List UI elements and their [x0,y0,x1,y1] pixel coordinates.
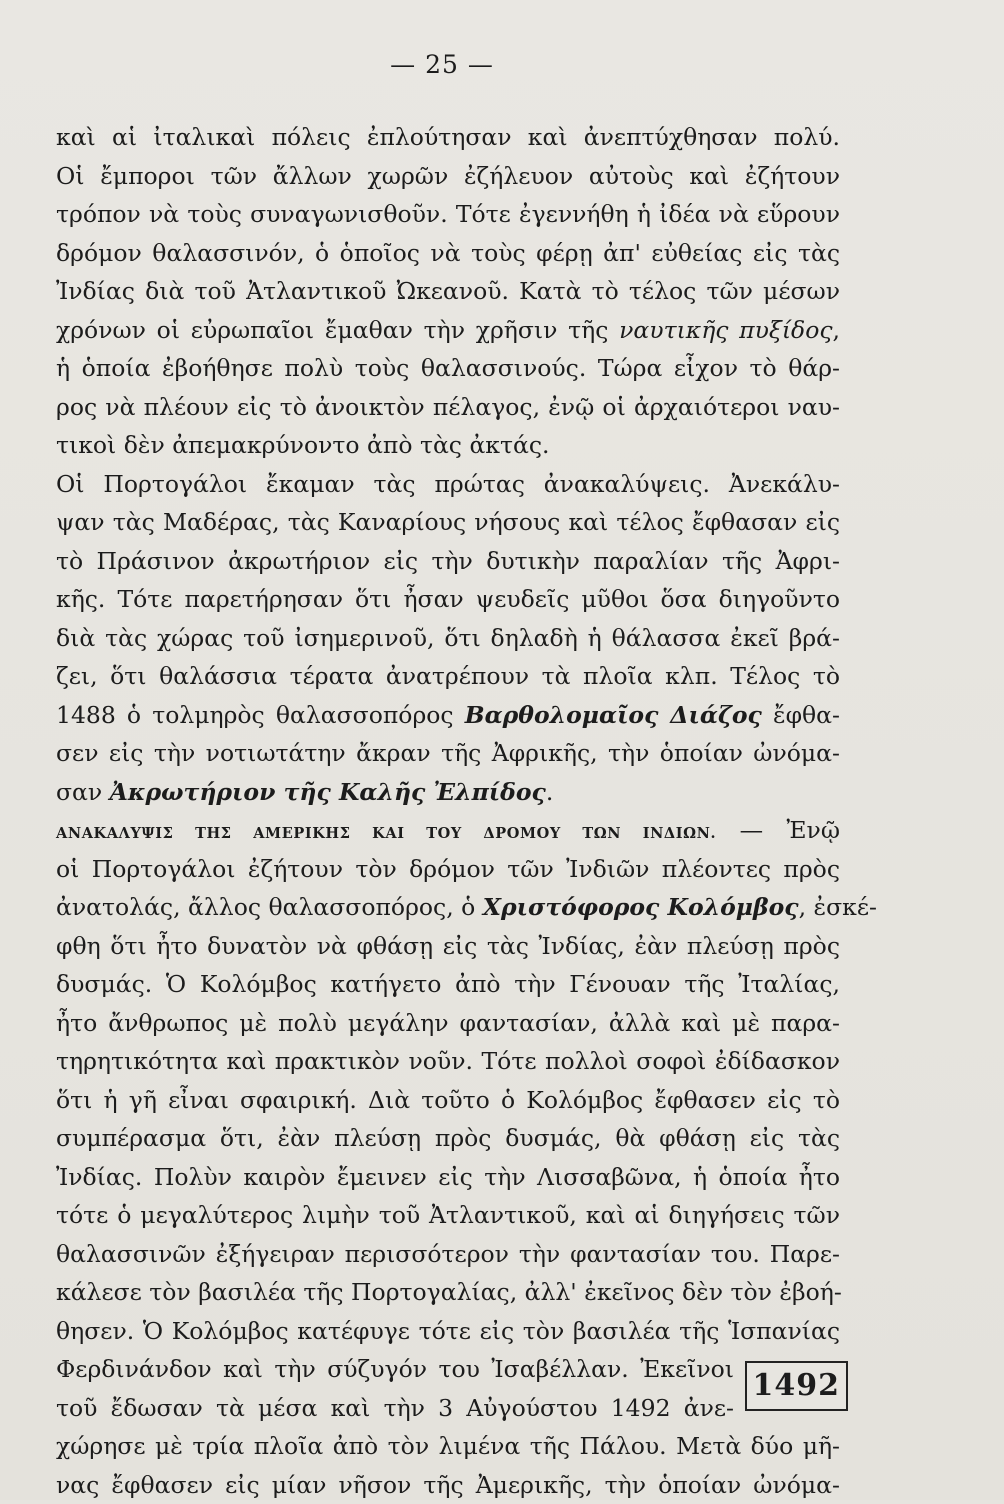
text-run: , ἐσκέ- [799,893,877,921]
text-line: καὶ αἱ ἰταλικαὶ πόλεις ἐπλούτησαν καὶ ἀνεπτύχθησαν πολύ. [56,118,840,157]
text-line: ζει, ὅτι θαλάσσια τέρατα ἀνατρέπουν τὰ πλοῖα κλπ. Τέλος τὸ [56,657,840,696]
emphasized-term: ναυτικῆς πυξίδος [619,316,832,344]
text-line: θησεν. Ὁ Κολόμβος κατέφυγε τότε εἰς τὸν βασιλέα τῆς Ἱσπανίας [56,1312,840,1351]
text-run: , [833,316,840,344]
emphasized-name: Χριστόφορος Κολόμβος [483,893,799,921]
text-run: χρόνων οἱ εὐρωπαῖοι ἔμαθαν τὴν χρῆσιν τῆς [56,316,619,344]
text-line: φθη ὅτι ἦτο δυνατὸν νὰ φθάσῃ εἰς τὰς Ἰνδίας, ἐὰν πλεύσῃ πρὸς [56,927,840,966]
text-line: συμπέρασμα ὅτι, ἐὰν πλεύσῃ πρὸς δυσμάς, θὰ φθάσῃ εἰς τὰς [56,1119,840,1158]
text-line: ρος νὰ πλέουν εἰς τὸ ἀνοικτὸν πέλαγος, ἐνῷ οἱ ἀρχαιότεροι ναυ- [56,388,840,427]
text-line: χώρησε μὲ τρία πλοῖα ἀπὸ τὸν λιμένα τῆς Πάλου. Μετὰ δύο μῆ- [56,1427,840,1466]
text-line [56,773,840,812]
text-line: τότε ὁ μεγαλύτερος λιμὴν τοῦ Ἀτλαντικοῦ, καὶ αἱ διηγήσεις τῶν [56,1196,840,1235]
text-line: ὅτι ἡ γῆ εἶναι σφαιρική. Διὰ τοῦτο ὁ Κολόμβος ἔφθασεν εἰς τὸ [56,1081,840,1120]
emphasized-name: Ἀκρωτήριον τῆς Καλῆς Ἐλπίδος [110,778,546,806]
text-line: τοῦ ἔδωσαν τὰ μέσα καὶ τὴν 3 Αὐγούστου 1492 ἀνε- [56,1389,734,1428]
text-line: διὰ τὰς χώρας τοῦ ἰσημερινοῦ, ὅτι δηλαδὴ ἡ θάλασσα ἐκεῖ βρά- [56,619,840,658]
text-line: κῆς. Τότε παρετήρησαν ὅτι ἦσαν ψευδεῖς μῦθοι ὅσα διηγοῦντο [56,580,840,619]
section-heading: ΑΝΑΚΑΛΥΨΙΣ ΤΗΣ ΑΜΕΡΙΚΗΣ ΚΑΙ ΤΟΥ ΔΡΟΜΟΥ ΤΩΝ ΙΝΔΙΩΝ. [56,825,716,842]
text-line: ἦτο ἄνθρωπος μὲ πολὺ μεγάλην φαντασίαν, ἀλλὰ καὶ μὲ παρα- [56,1004,840,1043]
text-line: θαλασσινῶν ἐξήγειραν περισσότερον τὴν φαντασίαν του. Παρε- [56,1235,840,1274]
text-line: τικοὶ δὲν ἀπεμακρύνοντο ἀπὸ τὰς ἀκτάς. [56,426,840,465]
text-line: τηρητικότητα καὶ πρακτικὸν νοῦν. Τότε πολλοὶ σοφοὶ ἐδίδασκον [56,1042,840,1081]
text-run: — Ἐνῷ [740,816,840,844]
text-line: Οἱ ἔμποροι τῶν ἄλλων χωρῶν ἐζήλευον αὐτοὺς καὶ ἐζήτουν [56,157,840,196]
text-run: ἀνατολάς, ἄλλος θαλασσοπόρος, ὁ [56,893,483,921]
text-line [56,888,840,927]
text-line: Φερδινάνδον καὶ τὴν σύζυγόν του Ἰσαβέλλαν. Ἐκεῖνοι [56,1350,734,1389]
body-text [56,118,840,1504]
text-line [56,311,840,350]
text-line: κάλεσε τὸν βασιλέα τῆς Πορτογαλίας, ἀλλ' ἐκεῖνος δὲν τὸν ἐβοή- [56,1273,840,1312]
text-line: Ἰνδίας. Πολὺν καιρὸν ἔμεινεν εἰς τὴν Λισσαβῶνα, ἡ ὁποία ἦτο [56,1158,840,1197]
text-run: σαν [56,778,110,806]
text-line: δυσμάς. Ὁ Κολόμβος κατήγετο ἀπὸ τὴν Γένουαν τῆς Ἰταλίας, [56,965,840,1004]
text-line: Οἱ Πορτογάλοι ἔκαμαν τὰς πρώτας ἀνακαλύψεις. Ἀνεκάλυ- [56,465,840,504]
emphasized-name: Βαρθολομαῖος Διάζος [465,701,762,729]
margin-year-box: 1492 [745,1361,849,1411]
text-line [56,696,840,735]
page-number: — 25 — [0,50,884,79]
text-line: νας ἔφθασεν εἰς μίαν νῆσον τῆς Ἀμερικῆς, τὴν ὁποίαν ὠνόμα- [56,1466,840,1504]
section-heading-line [56,811,840,850]
text-run: ἔφθα- [762,701,840,729]
text-line: σεν εἰς τὴν νοτιωτάτην ἄκραν τῆς Ἀφρικῆς, τὴν ὁποίαν ὠνόμα- [56,734,840,773]
text-line: τὸ Πράσινον ἀκρωτήριον εἰς τὴν δυτικὴν παραλίαν τῆς Ἀφρι- [56,542,840,581]
text-line: ἡ ὁποία ἐβοήθησε πολὺ τοὺς θαλασσινούς. Τώρα εἶχον τὸ θάρ- [56,349,840,388]
margin-note-block [56,1350,840,1427]
text-line: δρόμον θαλασσινόν, ὁ ὁποῖος νὰ τοὺς φέρῃ ἀπ' εὐθείας εἰς τὰς [56,234,840,273]
text-line: τρόπον νὰ τοὺς συναγωνισθοῦν. Τότε ἐγεννήθη ἡ ἰδέα νὰ εὕρουν [56,195,840,234]
text-line: οἱ Πορτογάλοι ἐζήτουν τὸν δρόμον τῶν Ἰνδιῶν πλέοντες πρὸς [56,850,840,889]
text-line: Ἰνδίας διὰ τοῦ Ἀτλαντικοῦ Ὠκεανοῦ. Κατὰ τὸ τέλος τῶν μέσων [56,272,840,311]
text-run: 1488 ὁ τολμηρὸς θαλασσοπόρος [56,701,465,729]
text-line: ψαν τὰς Μαδέρας, τὰς Καναρίους νήσους καὶ τέλος ἔφθασαν εἰς [56,503,840,542]
text-run: . [546,778,553,806]
